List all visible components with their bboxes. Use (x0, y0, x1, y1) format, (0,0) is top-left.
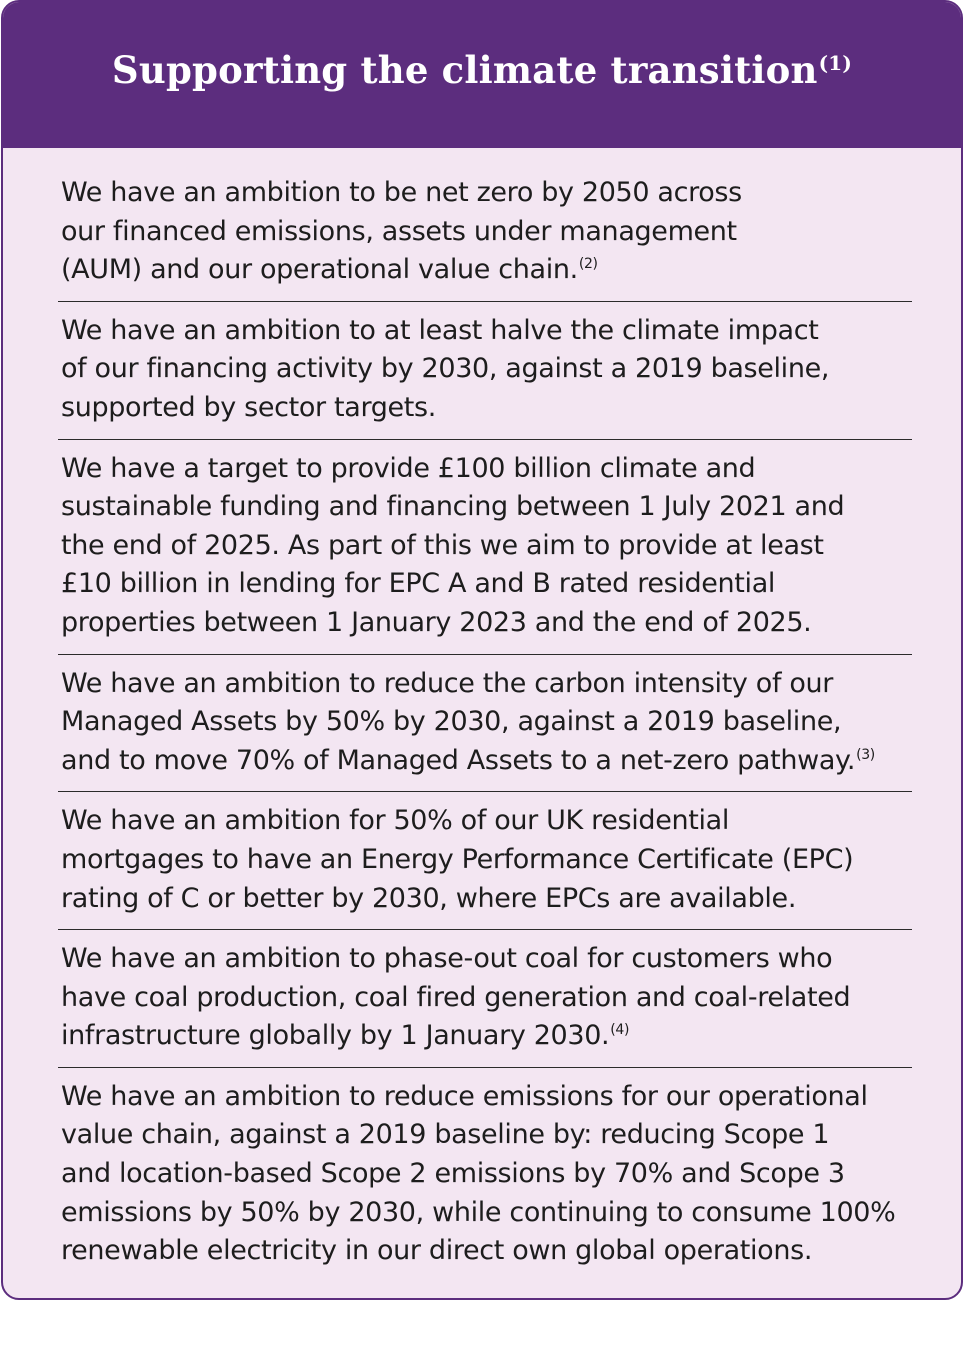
statement-line: We have a target to provide £100 billion climate and (61, 452, 756, 484)
statement-item (58, 174, 912, 302)
panel-title (112, 48, 852, 92)
statement-line: Managed Assets by 50% by 2030, against a 2019 baseline, (61, 706, 842, 738)
statement-line-text: infrastructure globally by 1 January 2030. (61, 1020, 610, 1052)
statement-line (61, 742, 912, 781)
statement-line-text: and to move 70% of Managed Assets to a net-zero pathway. (61, 744, 856, 776)
statement-line: We have an ambition to reduce emissions for our operational (61, 1080, 868, 1112)
statement-line-text: (AUM) and our operational value chain. (61, 254, 578, 286)
statement-line: We have an ambition to reduce the carbon intensity of our (61, 667, 834, 699)
panel-header (3, 2, 961, 148)
statement-line: supported by sector targets. (61, 391, 436, 423)
statement-line: the end of 2025. As part of this we aim to provide at least (61, 529, 824, 561)
statement-line: mortgages to have an Energy Performance Certificate (EPC) (61, 843, 854, 875)
statement-line: of our financing activity by 2030, against a 2019 baseline, (61, 353, 830, 385)
statement-line: We have an ambition to phase-out coal for customers who (61, 943, 833, 975)
statement-line: our financed emissions, assets under management (61, 215, 737, 247)
statement-line: have coal production, coal fired generation and coal-related (61, 981, 851, 1013)
statement-line: £10 billion in lending for EPC A and B rated residential (61, 568, 776, 600)
statement-item (58, 1078, 912, 1282)
panel-title-text: Supporting the climate transition (111, 48, 818, 92)
statement-line: value chain, against a 2019 baseline by: reducing Scope 1 (61, 1119, 830, 1151)
statement-line: sustainable funding and financing between 1 July 2021 and (61, 491, 845, 523)
footnote-marker: (3) (856, 746, 875, 763)
statement-line: rating of C or better by 2030, where EPCs are available. (61, 882, 797, 914)
statement-item (58, 312, 912, 440)
statement-line: We have an ambition for 50% of our UK residential (61, 805, 729, 837)
statement-item (58, 802, 912, 930)
statement-item (58, 665, 912, 793)
statement-line: We have an ambition to at least halve the climate impact (61, 314, 819, 346)
statement-line (61, 1017, 912, 1056)
statement-item (58, 940, 912, 1068)
statement-line: We have an ambition to be net zero by 2050 across (61, 177, 742, 208)
statement-line (61, 251, 912, 290)
statement-line: renewable electricity in our direct own global operations. (61, 1235, 813, 1267)
footnote-marker: (4) (610, 1022, 630, 1039)
statement-item (58, 450, 912, 655)
statement-line: emissions by 50% by 2030, while continuing to consume 100% (61, 1196, 896, 1228)
statement-line: and location-based Scope 2 emissions by 70% and Scope 3 (61, 1158, 845, 1190)
statement-line: properties between 1 January 2023 and the end of 2025. (61, 606, 812, 638)
climate-transition-panel (1, 0, 963, 1300)
statement-list (58, 174, 912, 1292)
title-footnote-marker: (1) (818, 50, 853, 75)
footnote-marker: (2) (578, 256, 598, 273)
